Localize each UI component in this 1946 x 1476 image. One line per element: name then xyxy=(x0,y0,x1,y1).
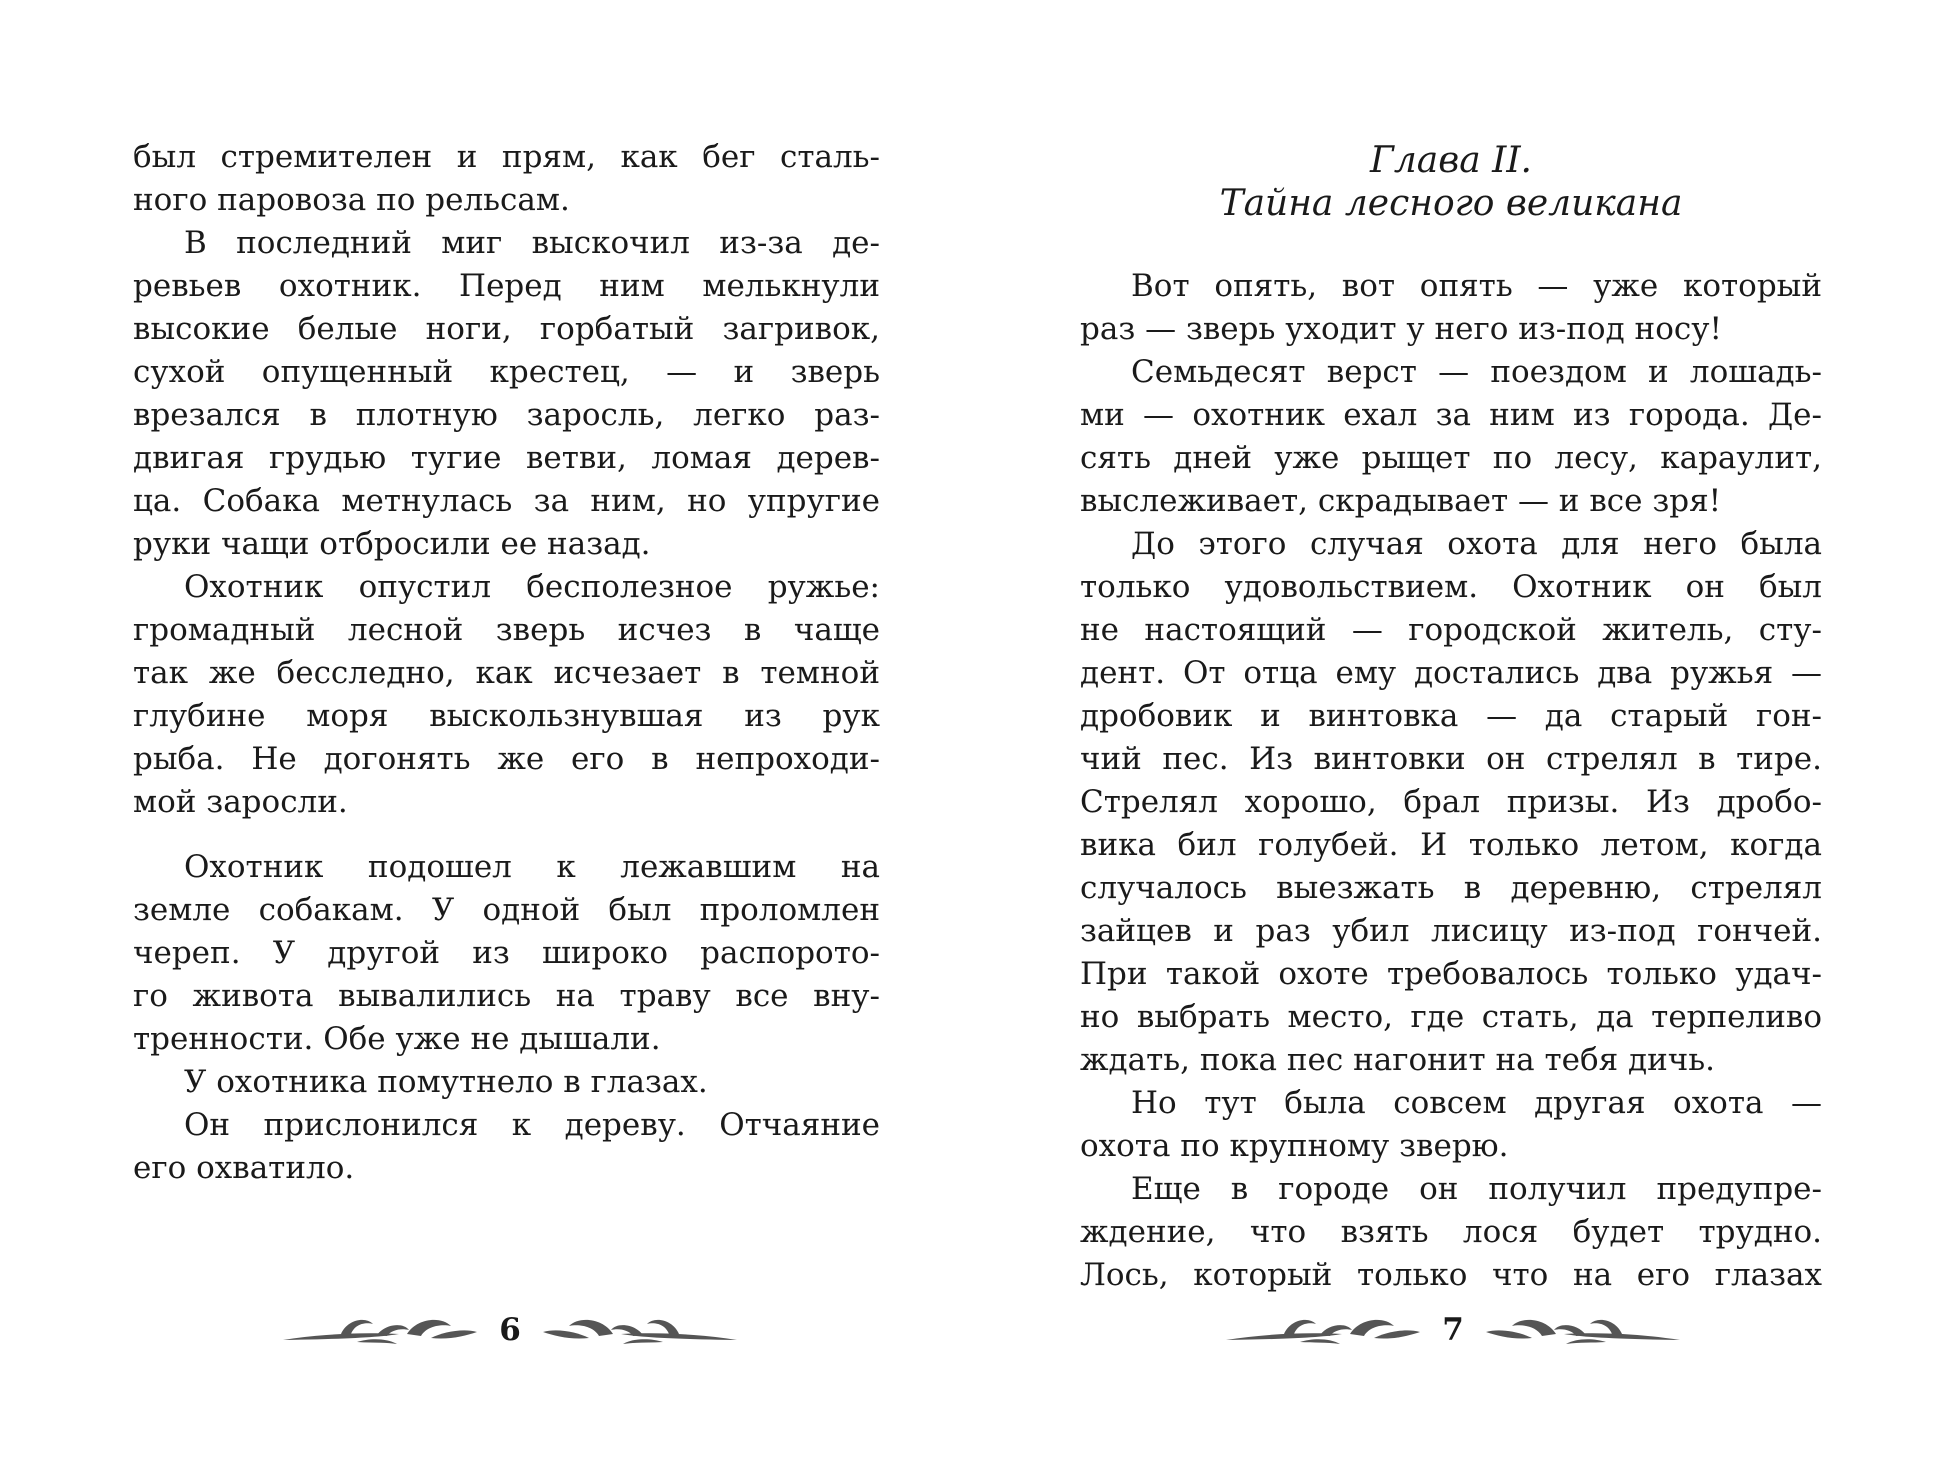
text-line: ца. Собака метнулась за ним, но упругие xyxy=(133,483,880,519)
right-page xyxy=(973,0,1946,1476)
text-line: был стремителен и прям, как бег сталь- xyxy=(133,139,880,175)
text-line: Стрелял хорошо, брал призы. Из дробо- xyxy=(1080,784,1822,820)
text-line: До этого случая охота для него была xyxy=(1131,526,1822,562)
text-line: сухой опущенный крестец, — и зверь xyxy=(133,354,880,390)
right-flourish-icon xyxy=(1482,1310,1682,1350)
text-line: двигая грудью тугие ветви, ломая дерев- xyxy=(133,440,880,476)
left-flourish-icon xyxy=(1224,1310,1424,1350)
text-line: только удовольствием. Охотник он был xyxy=(1080,569,1822,605)
text-line: У охотника помутнело в глазах. xyxy=(184,1064,708,1100)
left-flourish-icon xyxy=(281,1310,481,1350)
text-line: глубине моря выскользнувшая из рук xyxy=(133,698,880,734)
page-footer xyxy=(270,1305,750,1355)
text-line: Охотник опустил бесполезное ружье: xyxy=(184,569,880,605)
text-line: дробовик и винтовка — да старый гон- xyxy=(1080,698,1822,734)
text-line: Вот опять, вот опять — уже который xyxy=(1131,268,1822,304)
text-line: так же бесследно, как исчезает в темной xyxy=(133,655,880,691)
text-line: высокие белые ноги, горбатый загривок, xyxy=(133,311,880,347)
text-line: но выбрать место, где стать, да терпеливо xyxy=(1080,999,1822,1035)
page-number: 6 xyxy=(499,1312,521,1348)
text-line: ревьев охотник. Перед ним мелькнули xyxy=(133,268,880,304)
text-line: чий пес. Из винтовки он стрелял в тире. xyxy=(1080,741,1822,777)
text-line: Лось, который только что на его глазах xyxy=(1080,1257,1822,1293)
text-line: ждение, что взять лося будет трудно. xyxy=(1080,1214,1822,1250)
text-line: череп. У другой из широко распорото- xyxy=(133,935,880,971)
text-line: Охотник подошел к лежавшим на xyxy=(184,849,880,885)
text-line: сять дней уже рыщет по лесу, караулит, xyxy=(1080,440,1822,476)
page-number: 7 xyxy=(1442,1312,1464,1348)
right-flourish-icon xyxy=(539,1310,739,1350)
text-line: ждать, пока пес нагонит на тебя дичь. xyxy=(1080,1042,1716,1078)
text-line: раз — зверь уходит у него из-под носу! xyxy=(1080,311,1722,347)
text-line: Семьдесят верст — поездом и лошадь- xyxy=(1131,354,1822,390)
text-line: зайцев и раз убил лисицу из-под гончей. xyxy=(1080,913,1822,949)
text-line: ного паровоза по рельсам. xyxy=(133,182,570,218)
text-line: ми — охотник ехал за ним из города. Де- xyxy=(1080,397,1822,433)
text-line: выслеживает, скрадывает — и все зря! xyxy=(1080,483,1722,519)
text-line: тренности. Обе уже не дышали. xyxy=(133,1021,661,1057)
text-line: Но тут была совсем другая охота — xyxy=(1131,1085,1822,1121)
text-line: рыба. Не догонять же его в непроходи- xyxy=(133,741,880,777)
text-line: громадный лесной зверь исчез в чаще xyxy=(133,612,880,648)
page-footer xyxy=(1213,1305,1693,1355)
text-line: В последний миг выскочил из-за де- xyxy=(184,225,880,261)
text-line: случалось выезжать в деревню, стрелял xyxy=(1080,870,1822,906)
text-line: При такой охоте требовалось только удач- xyxy=(1080,956,1822,992)
text-line: Еще в городе он получил предупре- xyxy=(1131,1171,1822,1207)
text-line: дент. От отца ему достались два ружья — xyxy=(1080,655,1822,691)
text-line: го живота вывалились на траву все вну- xyxy=(133,978,880,1014)
text-line: Он прислонился к дереву. Отчаяние xyxy=(184,1107,880,1143)
text-line: мой заросли. xyxy=(133,784,348,820)
text-line: его охватило. xyxy=(133,1150,355,1186)
text-line: врезался в плотную заросль, легко раз- xyxy=(133,397,880,433)
text-line: охота по крупному зверю. xyxy=(1080,1128,1509,1164)
text-line: не настоящий — городской житель, сту- xyxy=(1080,612,1822,648)
text-line: вика бил голубей. И только летом, когда xyxy=(1080,827,1822,863)
chapter-subtitle: Тайна лесного великана xyxy=(1219,183,1683,224)
text-line: земле собакам. У одной был проломлен xyxy=(133,892,880,928)
text-line: руки чащи отбросили ее назад. xyxy=(133,526,651,562)
chapter-title: Глава II. xyxy=(1370,140,1532,181)
